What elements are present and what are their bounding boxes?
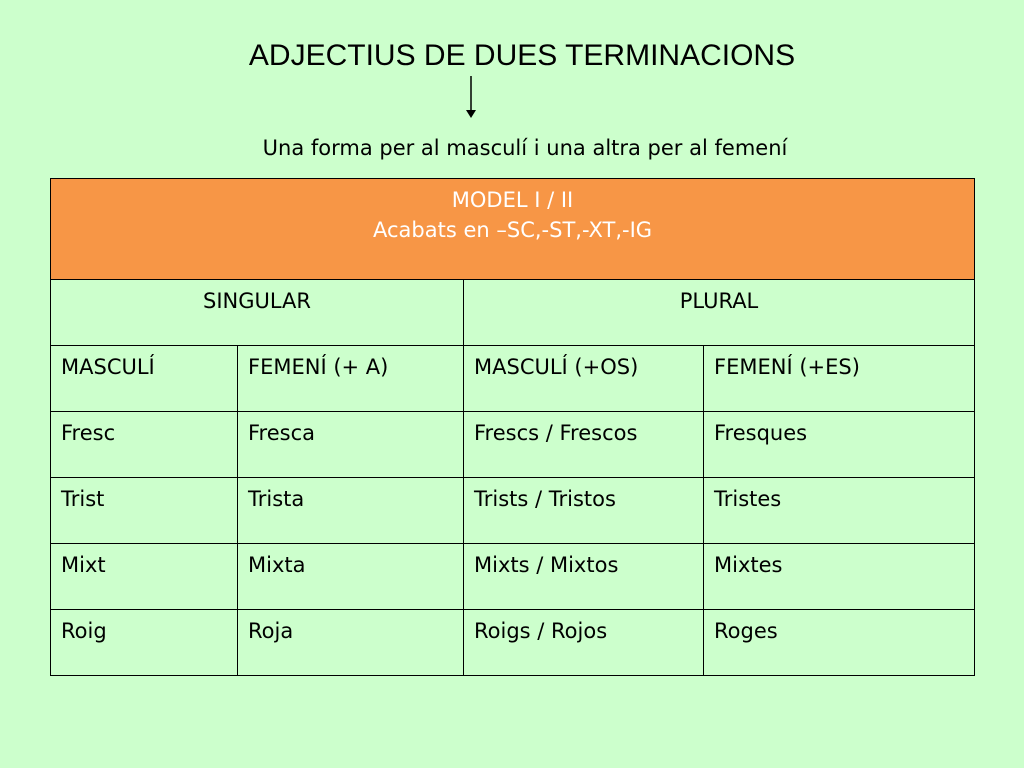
table-cell: Fresca xyxy=(238,412,464,478)
table-header-row xyxy=(51,179,975,280)
model-header-cell xyxy=(51,179,975,280)
table-cell: Roja xyxy=(238,610,464,676)
table-cell: Trists / Tristos xyxy=(464,478,704,544)
table-row xyxy=(51,610,975,676)
table-row xyxy=(51,412,975,478)
table-row xyxy=(51,544,975,610)
page-title: ADJECTIUS DE DUES TERMINACIONS xyxy=(248,39,796,72)
model-label: MODEL I / II xyxy=(451,188,574,212)
table-cell: Roig xyxy=(51,610,238,676)
table-cell: Fresc xyxy=(51,412,238,478)
table-cell: Tristes xyxy=(704,478,975,544)
table-cell: Mixtes xyxy=(704,544,975,610)
table-cell: Mixts / Mixtos xyxy=(464,544,704,610)
subtitle: Una forma per al masculí i una altra per al femení xyxy=(262,136,788,160)
column-header: FEMENÍ (+ES) xyxy=(704,346,975,412)
table-cell: Roges xyxy=(704,610,975,676)
table-cell: Mixt xyxy=(51,544,238,610)
singular-header: SINGULAR xyxy=(51,280,464,346)
arrow-down-icon xyxy=(461,76,481,120)
table-cell: Mixta xyxy=(238,544,464,610)
table-cell: Fresques xyxy=(704,412,975,478)
plural-header: PLURAL xyxy=(464,280,975,346)
table-cell: Frescs / Frescos xyxy=(464,412,704,478)
table-cell: Trist xyxy=(51,478,238,544)
number-header-row xyxy=(51,280,975,346)
table-row xyxy=(51,478,975,544)
adjectives-table xyxy=(50,178,975,676)
column-header: FEMENÍ (+ A) xyxy=(238,346,464,412)
column-header: MASCULÍ (+OS) xyxy=(464,346,704,412)
table-cell: Roigs / Rojos xyxy=(464,610,704,676)
model-endings-label: Acabats en –SC,-ST,-XT,-IG xyxy=(373,218,653,242)
column-header-row xyxy=(51,346,975,412)
column-header: MASCULÍ xyxy=(51,346,238,412)
table-cell: Trista xyxy=(238,478,464,544)
